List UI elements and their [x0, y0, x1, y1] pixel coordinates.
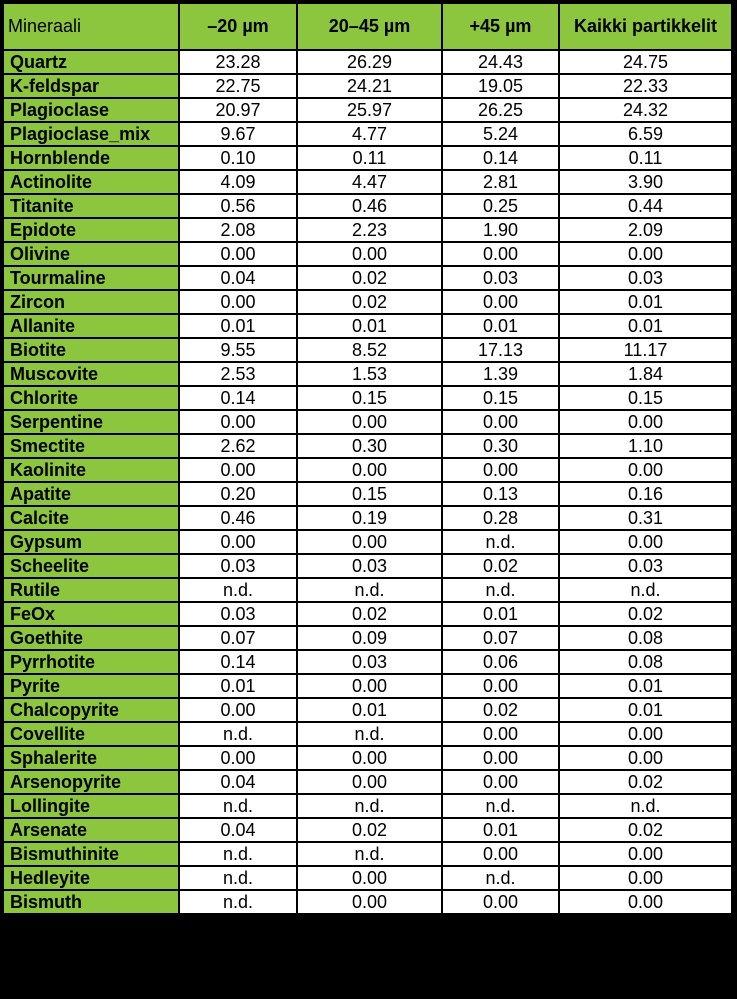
table-row	[3, 74, 732, 98]
mineral-name: Goethite	[3, 626, 179, 650]
table-row	[3, 122, 732, 146]
mineral-name: Pyrite	[3, 674, 179, 698]
table-row	[3, 866, 732, 890]
value-minus20: 23.28	[179, 50, 297, 74]
table-row	[3, 146, 732, 170]
header-size-plus45: +45 µm	[442, 3, 559, 50]
value-plus45: 0.00	[442, 722, 559, 746]
value-minus20: 0.01	[179, 314, 297, 338]
mineral-name: Serpentine	[3, 410, 179, 434]
value-minus20: 0.14	[179, 650, 297, 674]
value-all: n.d.	[559, 578, 732, 602]
table-row	[3, 818, 732, 842]
value-minus20: 0.00	[179, 698, 297, 722]
mineral-name: Zircon	[3, 290, 179, 314]
value-all: 0.02	[559, 602, 732, 626]
value-plus45: 1.90	[442, 218, 559, 242]
mineral-name: Apatite	[3, 482, 179, 506]
value-20-45: 0.02	[297, 266, 442, 290]
value-plus45: 0.00	[442, 746, 559, 770]
value-plus45: n.d.	[442, 530, 559, 554]
header-mineral: Mineraali	[3, 3, 179, 50]
mineral-name: Hedleyite	[3, 866, 179, 890]
mineral-name: Plagioclase	[3, 98, 179, 122]
value-20-45: 0.00	[297, 770, 442, 794]
table-row	[3, 650, 732, 674]
value-plus45: 0.00	[442, 674, 559, 698]
mineral-name: Actinolite	[3, 170, 179, 194]
table-row	[3, 218, 732, 242]
mineral-name: Pyrrhotite	[3, 650, 179, 674]
header-row	[3, 3, 732, 50]
value-plus45: 0.00	[442, 242, 559, 266]
mineral-table	[2, 2, 733, 915]
value-plus45: 0.01	[442, 602, 559, 626]
value-plus45: 0.01	[442, 818, 559, 842]
value-20-45: 0.02	[297, 818, 442, 842]
value-all: 0.02	[559, 770, 732, 794]
value-plus45: 0.00	[442, 890, 559, 914]
value-minus20: 0.00	[179, 530, 297, 554]
table-row	[3, 626, 732, 650]
value-20-45: 0.11	[297, 146, 442, 170]
value-20-45: 0.00	[297, 530, 442, 554]
table-row	[3, 698, 732, 722]
value-plus45: 0.30	[442, 434, 559, 458]
table-row	[3, 266, 732, 290]
mineral-name: Smectite	[3, 434, 179, 458]
value-plus45: 0.25	[442, 194, 559, 218]
value-all: 0.01	[559, 290, 732, 314]
value-plus45: 0.14	[442, 146, 559, 170]
mineral-name: Plagioclase_mix	[3, 122, 179, 146]
value-minus20: 2.62	[179, 434, 297, 458]
value-all: 0.00	[559, 410, 732, 434]
mineral-name: Titanite	[3, 194, 179, 218]
mineral-name: Scheelite	[3, 554, 179, 578]
value-plus45: 0.02	[442, 554, 559, 578]
value-minus20: 9.55	[179, 338, 297, 362]
value-plus45: 0.00	[442, 842, 559, 866]
value-all: 0.02	[559, 818, 732, 842]
value-plus45: 0.02	[442, 698, 559, 722]
value-minus20: 0.03	[179, 602, 297, 626]
mineral-name: Tourmaline	[3, 266, 179, 290]
value-minus20: 0.00	[179, 410, 297, 434]
value-minus20: 0.03	[179, 554, 297, 578]
table-row	[3, 338, 732, 362]
value-minus20: 0.00	[179, 242, 297, 266]
value-all: 0.03	[559, 266, 732, 290]
value-plus45: 0.13	[442, 482, 559, 506]
value-all: 0.08	[559, 650, 732, 674]
value-minus20: 0.00	[179, 746, 297, 770]
mineral-name: Hornblende	[3, 146, 179, 170]
value-all: 0.00	[559, 866, 732, 890]
value-all: 0.00	[559, 530, 732, 554]
value-20-45: 4.47	[297, 170, 442, 194]
value-all: 0.03	[559, 554, 732, 578]
mineral-name: Arsenopyrite	[3, 770, 179, 794]
value-all: 0.31	[559, 506, 732, 530]
value-20-45: 0.00	[297, 674, 442, 698]
table-row	[3, 170, 732, 194]
value-20-45: 0.00	[297, 746, 442, 770]
value-plus45: 0.00	[442, 290, 559, 314]
value-20-45: 0.30	[297, 434, 442, 458]
value-20-45: n.d.	[297, 842, 442, 866]
mineral-name: Sphalerite	[3, 746, 179, 770]
value-minus20: 0.00	[179, 458, 297, 482]
value-plus45: 0.06	[442, 650, 559, 674]
value-minus20: 9.67	[179, 122, 297, 146]
value-minus20: 0.01	[179, 674, 297, 698]
value-minus20: 0.20	[179, 482, 297, 506]
mineral-name: Chalcopyrite	[3, 698, 179, 722]
table-row	[3, 578, 732, 602]
value-20-45: 0.02	[297, 602, 442, 626]
value-20-45: 0.03	[297, 650, 442, 674]
value-minus20: 2.53	[179, 362, 297, 386]
value-20-45: 0.01	[297, 698, 442, 722]
value-20-45: 0.01	[297, 314, 442, 338]
value-all: 0.01	[559, 698, 732, 722]
value-minus20: 0.46	[179, 506, 297, 530]
mineral-name: Covellite	[3, 722, 179, 746]
mineral-name: FeOx	[3, 602, 179, 626]
value-plus45: 0.00	[442, 770, 559, 794]
value-20-45: 4.77	[297, 122, 442, 146]
value-minus20: 0.00	[179, 290, 297, 314]
value-20-45: 0.03	[297, 554, 442, 578]
value-minus20: 0.04	[179, 818, 297, 842]
table-row	[3, 410, 732, 434]
table-row	[3, 434, 732, 458]
table-row	[3, 890, 732, 914]
value-20-45: n.d.	[297, 794, 442, 818]
mineral-name: K-feldspar	[3, 74, 179, 98]
value-all: 6.59	[559, 122, 732, 146]
mineral-name: Muscovite	[3, 362, 179, 386]
value-plus45: 17.13	[442, 338, 559, 362]
value-20-45: n.d.	[297, 578, 442, 602]
value-minus20: 0.56	[179, 194, 297, 218]
value-20-45: 8.52	[297, 338, 442, 362]
value-minus20: 2.08	[179, 218, 297, 242]
table-row	[3, 554, 732, 578]
value-plus45: 0.15	[442, 386, 559, 410]
value-plus45: 24.43	[442, 50, 559, 74]
value-minus20: n.d.	[179, 722, 297, 746]
mineral-name: Kaolinite	[3, 458, 179, 482]
mineral-name: Arsenate	[3, 818, 179, 842]
value-all: 11.17	[559, 338, 732, 362]
value-all: 24.32	[559, 98, 732, 122]
table-row	[3, 458, 732, 482]
table-row	[3, 530, 732, 554]
value-minus20: 20.97	[179, 98, 297, 122]
mineral-name: Gypsum	[3, 530, 179, 554]
value-minus20: 0.04	[179, 266, 297, 290]
value-plus45: 0.01	[442, 314, 559, 338]
table-row	[3, 386, 732, 410]
mineral-name: Quartz	[3, 50, 179, 74]
value-20-45: 0.15	[297, 386, 442, 410]
value-20-45: 0.09	[297, 626, 442, 650]
header-all-particles: Kaikki partikkelit	[559, 3, 732, 50]
value-plus45: n.d.	[442, 866, 559, 890]
value-20-45: 0.00	[297, 410, 442, 434]
value-plus45: 2.81	[442, 170, 559, 194]
mineral-name: Rutile	[3, 578, 179, 602]
value-plus45: 1.39	[442, 362, 559, 386]
table-row	[3, 842, 732, 866]
value-minus20: n.d.	[179, 842, 297, 866]
value-all: 0.01	[559, 314, 732, 338]
table-row	[3, 194, 732, 218]
header-size-minus20: –20 µm	[179, 3, 297, 50]
value-20-45: 0.00	[297, 458, 442, 482]
value-plus45: 0.28	[442, 506, 559, 530]
value-all: 0.00	[559, 458, 732, 482]
value-all: 0.00	[559, 842, 732, 866]
value-20-45: 0.15	[297, 482, 442, 506]
value-all: 0.01	[559, 674, 732, 698]
value-20-45: 0.00	[297, 866, 442, 890]
value-plus45: 0.00	[442, 410, 559, 434]
value-all: 3.90	[559, 170, 732, 194]
value-20-45: 25.97	[297, 98, 442, 122]
value-minus20: 0.07	[179, 626, 297, 650]
value-minus20: 22.75	[179, 74, 297, 98]
value-all: 1.84	[559, 362, 732, 386]
value-all: 0.15	[559, 386, 732, 410]
value-all: 0.00	[559, 722, 732, 746]
mineral-name: Chlorite	[3, 386, 179, 410]
value-all: 24.75	[559, 50, 732, 74]
table-row	[3, 242, 732, 266]
value-plus45: 0.03	[442, 266, 559, 290]
value-20-45: 0.00	[297, 242, 442, 266]
value-plus45: 5.24	[442, 122, 559, 146]
table-row	[3, 770, 732, 794]
table-row	[3, 482, 732, 506]
value-all: 0.00	[559, 890, 732, 914]
table-row	[3, 314, 732, 338]
value-20-45: 0.02	[297, 290, 442, 314]
value-minus20: 0.14	[179, 386, 297, 410]
value-all: 1.10	[559, 434, 732, 458]
table-row	[3, 602, 732, 626]
value-all: 0.44	[559, 194, 732, 218]
table-header	[3, 3, 732, 50]
value-all: 0.16	[559, 482, 732, 506]
value-minus20: n.d.	[179, 794, 297, 818]
value-20-45: 24.21	[297, 74, 442, 98]
value-all: 0.00	[559, 746, 732, 770]
mineral-name: Epidote	[3, 218, 179, 242]
value-20-45: n.d.	[297, 722, 442, 746]
table-row	[3, 746, 732, 770]
value-all: 0.11	[559, 146, 732, 170]
table-row	[3, 722, 732, 746]
table-body	[3, 50, 732, 914]
value-minus20: 0.04	[179, 770, 297, 794]
mineral-name: Calcite	[3, 506, 179, 530]
table-row	[3, 794, 732, 818]
value-plus45: 26.25	[442, 98, 559, 122]
value-20-45: 0.19	[297, 506, 442, 530]
value-plus45: 19.05	[442, 74, 559, 98]
value-plus45: 0.07	[442, 626, 559, 650]
value-all: n.d.	[559, 794, 732, 818]
value-plus45: n.d.	[442, 794, 559, 818]
value-all: 0.00	[559, 242, 732, 266]
value-20-45: 26.29	[297, 50, 442, 74]
header-size-20-45: 20–45 µm	[297, 3, 442, 50]
table-row	[3, 290, 732, 314]
table-row	[3, 50, 732, 74]
mineral-name: Olivine	[3, 242, 179, 266]
value-minus20: n.d.	[179, 578, 297, 602]
table-row	[3, 506, 732, 530]
mineral-name: Bismuth	[3, 890, 179, 914]
value-plus45: n.d.	[442, 578, 559, 602]
value-minus20: 4.09	[179, 170, 297, 194]
value-20-45: 0.46	[297, 194, 442, 218]
value-plus45: 0.00	[442, 458, 559, 482]
value-20-45: 1.53	[297, 362, 442, 386]
mineral-name: Lollingite	[3, 794, 179, 818]
mineral-name: Allanite	[3, 314, 179, 338]
value-20-45: 2.23	[297, 218, 442, 242]
table-row	[3, 362, 732, 386]
value-all: 0.08	[559, 626, 732, 650]
table-row	[3, 674, 732, 698]
mineral-name: Bismuthinite	[3, 842, 179, 866]
table-row	[3, 98, 732, 122]
value-20-45: 0.00	[297, 890, 442, 914]
value-all: 2.09	[559, 218, 732, 242]
mineral-name: Biotite	[3, 338, 179, 362]
value-minus20: n.d.	[179, 866, 297, 890]
value-all: 22.33	[559, 74, 732, 98]
value-minus20: 0.10	[179, 146, 297, 170]
value-minus20: n.d.	[179, 890, 297, 914]
